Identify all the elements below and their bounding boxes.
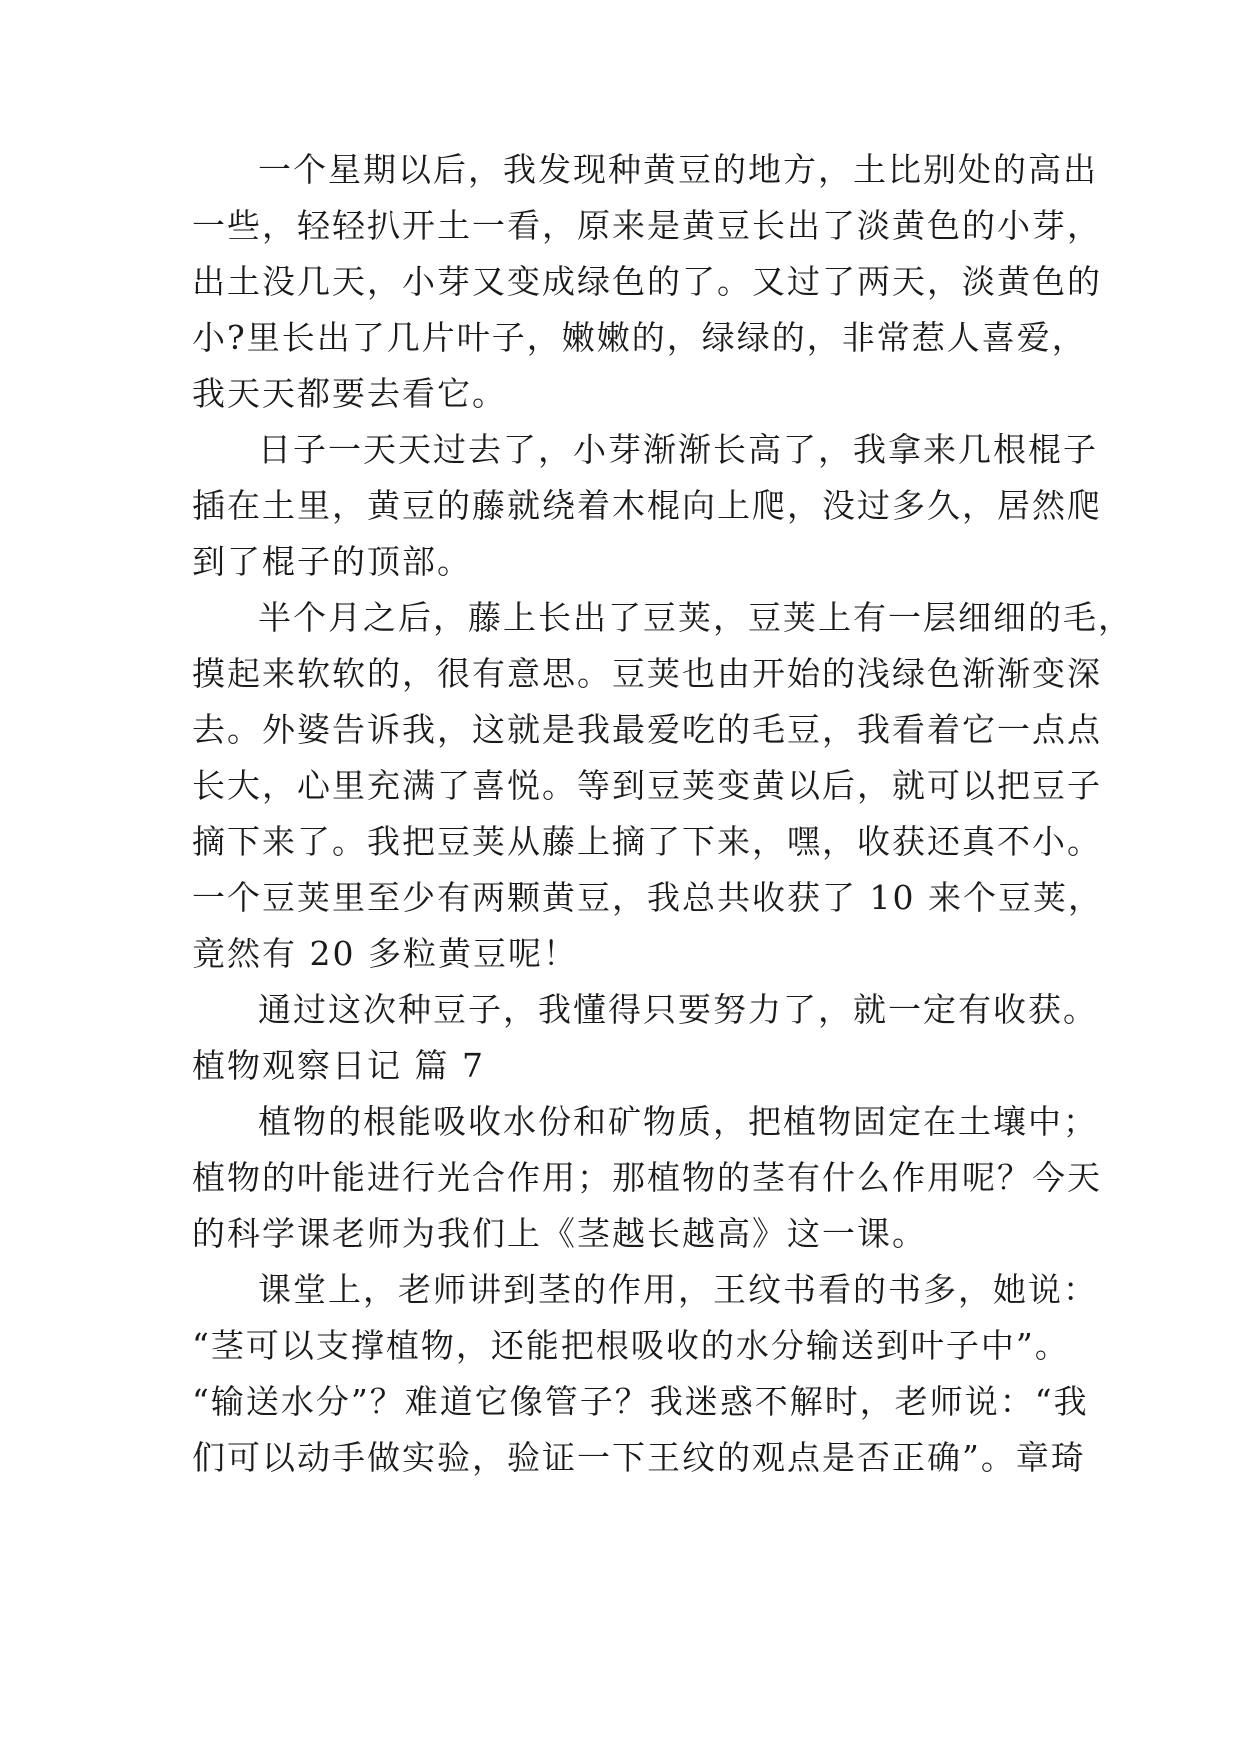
- text-line: 插在土里，黄豆的藤就绕着木棍向上爬，没过多久，居然爬: [192, 486, 1102, 525]
- text-line: 一些，轻轻扒开土一看，原来是黄豆长出了淡黄色的小芽，: [192, 206, 1102, 245]
- text-line: 去。外婆告诉我，这就是我最爱吃的毛豆，我看着它一点点: [192, 710, 1102, 749]
- text-line: 到了棍子的顶部。: [192, 542, 472, 581]
- text-line: 一个星期以后，我发现种黄豆的地方，土比别处的高出: [258, 150, 1098, 189]
- section-heading: 植物观察日记 篇 7: [192, 1046, 485, 1085]
- text-line: 半个月之后，藤上长出了豆荚，豆荚上有一层细细的毛，: [258, 598, 1133, 637]
- text-line: 摘下来了。我把豆荚从藤上摘了下来，嘿，收获还真不小。: [192, 822, 1102, 861]
- text-line: 出土没几天，小芽又变成绿色的了。又过了两天，淡黄色的: [192, 262, 1102, 301]
- text-line: 通过这次种豆子，我懂得只要努力了，就一定有收获。: [258, 990, 1098, 1029]
- text-line: 们可以动手做实验，验证一下王纹的观点是否正确”。章琦: [192, 1438, 1086, 1477]
- text-line: 一个豆荚里至少有两颗黄豆，我总共收获了 10 来个豆荚，: [192, 878, 1103, 917]
- text-line: 长大，心里充满了喜悦。等到豆荚变黄以后，就可以把豆子: [192, 766, 1102, 805]
- text-line: 小?里长出了几片叶子，嫩嫩的，绿绿的，非常惹人喜爱，: [192, 318, 1087, 357]
- text-line: 日子一天天过去了，小芽渐渐长高了，我拿来几根棍子: [258, 430, 1098, 469]
- text-line: 摸起来软软的，很有意思。豆荚也由开始的浅绿色渐渐变深: [192, 654, 1102, 693]
- text-line: 植物的根能吸收水份和矿物质，把植物固定在土壤中；: [258, 1102, 1098, 1141]
- text-line: 植物的叶能进行光合作用；那植物的茎有什么作用呢？今天: [192, 1158, 1102, 1197]
- text-line: 课堂上，老师讲到茎的作用，王纹书看的书多，她说：: [258, 1270, 1098, 1309]
- text-line: 我天天都要去看它。: [192, 374, 507, 413]
- text-line: “茎可以支撑植物，还能把根吸收的水分输送到叶子中”。: [192, 1326, 1070, 1365]
- text-line: 的科学课老师为我们上《茎越长越高》这一课。: [192, 1214, 927, 1253]
- text-line: 竟然有 20 多粒黄豆呢！: [192, 934, 578, 973]
- text-line: “输送水分”？难道它像管子？我迷惑不解时，老师说：“我: [192, 1382, 1089, 1421]
